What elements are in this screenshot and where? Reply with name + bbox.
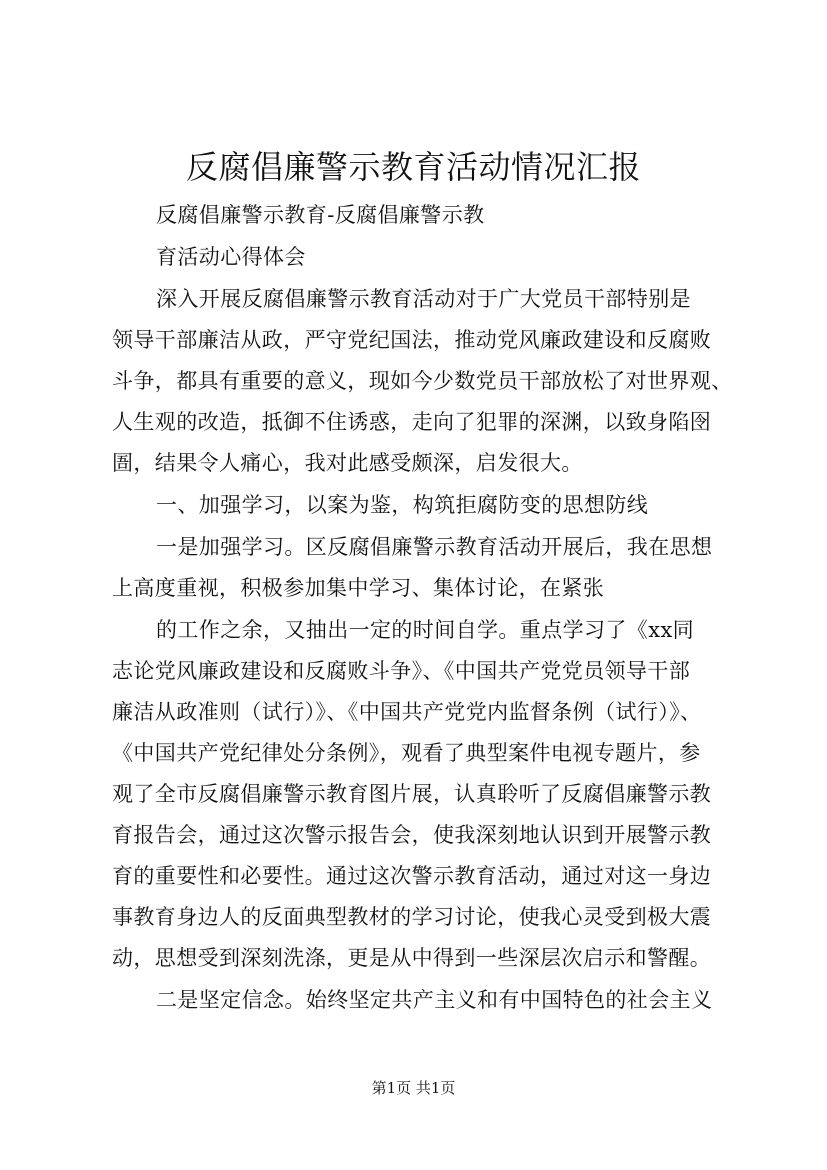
- body-line: 圄，结果令人痛心，我对此感受颇深，启发很大。: [112, 451, 583, 475]
- body-line: 斗争，都具有重要的意义，现如今少数党员干部放松了对世界观、: [112, 369, 733, 393]
- body-line: 一是加强学习。区反腐倡廉警示教育活动开展后，我在思想: [156, 535, 713, 559]
- body-line: 事教育身边人的反面典型教材的学习讨论，使我心灵受到极大震: [112, 905, 712, 929]
- page-number-footer: 第1页 共1页: [371, 1079, 456, 1097]
- subtitle-line-1: 反腐倡廉警示教育-反腐倡廉警示教: [156, 203, 485, 227]
- body-line: 二是坚定信念。始终坚定共产主义和有中国特色的社会主义: [156, 988, 713, 1012]
- body-line: 上高度重视，积极参加集中学习、集体讨论，在紧张: [112, 576, 605, 600]
- body-line: 育报告会，通过这次警示报告会，使我深刻地认识到开展警示教: [112, 823, 712, 847]
- body-line: 的工作之余，又抽出一定的时间自学。重点学习了《xx同: [156, 618, 695, 642]
- section-heading: 一、加强学习，以案为鉴，构筑拒腐防变的思想防线: [156, 493, 649, 517]
- body-line: 廉洁从政准则（试行）》、《中国共产党党内监督条例（试行）》、: [112, 700, 702, 724]
- body-line: 观了全市反腐倡廉警示教育图片展，认真聆听了反腐倡廉警示教: [112, 782, 712, 806]
- subtitle-line-2: 育活动心得体会: [156, 245, 306, 269]
- body-line: 《中国共产党纪律处分条例》，观看了典型案件电视专题片，参: [112, 741, 701, 765]
- body-line: 志论党风廉政建设和反腐败斗争》、《中国共产党党员领导干部: [112, 659, 691, 683]
- document-title: 反腐倡廉警示教育活动情况汇报: [185, 148, 641, 186]
- body-line: 育的重要性和必要性。通过这次警示教育活动，通过对这一身边: [112, 864, 712, 888]
- body-line: 领导干部廉洁从政，严守党纪国法，推动党风廉政建设和反腐败: [112, 328, 712, 352]
- body-line: 动，思想受到深刻洗涤，更是从中得到一些深层次启示和警醒。: [112, 946, 712, 970]
- body-line: 人生观的改造，抵御不住诱惑，走向了犯罪的深渊，以致身陷囹: [112, 410, 712, 434]
- body-line: 深入开展反腐倡廉警示教育活动对于广大党员干部特别是: [156, 287, 691, 311]
